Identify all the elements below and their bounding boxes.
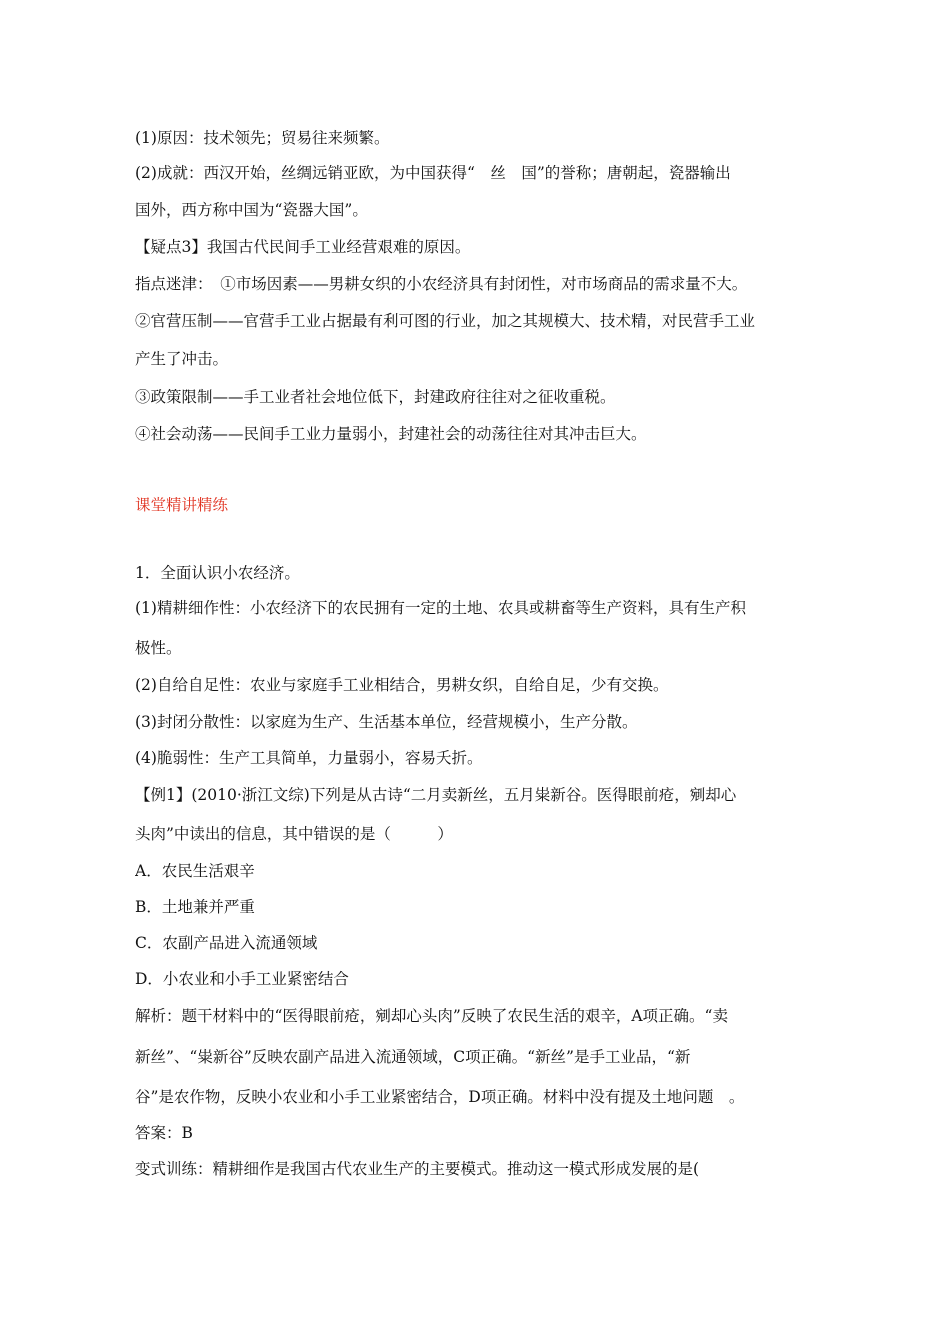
text-line: 极性。 xyxy=(135,639,182,657)
text-line: (1)原因：技术领先；贸易往来频繁。 xyxy=(135,129,390,147)
text-line: (3)封闭分散性：以家庭为生产、生活基本单位，经营规模小，生产分散。 xyxy=(135,713,638,731)
text-line: (1)精耕细作性：小农经济下的农民拥有一定的土地、农具或耕畜等生产资料，具有生产积 xyxy=(135,599,746,617)
text-line: (4)脆弱性：生产工具简单，力量弱小，容易夭折。 xyxy=(135,749,483,767)
text-line: ②官营压制——官营手工业占据最有利可图的行业，加之其规模大、技术精，对民营手工业 xyxy=(135,312,756,330)
answer-option-d: D．小农业和小手工业紧密结合 xyxy=(135,970,349,988)
analysis-line: 解析：题干材料中的“医得眼前疮，剜却心头肉”反映了农民生活的艰辛，A项正确。“卖 xyxy=(135,1007,728,1025)
text-line: (2)成就：西汉开始，丝绸远销亚欧，为中国获得“ 丝 国”的誉称；唐朝起，瓷器输出 xyxy=(135,164,731,182)
text-line: ④社会动荡——民间手工业力量弱小，封建社会的动荡往往对其冲击巨大。 xyxy=(135,425,647,443)
answer-option-c: C．农副产品进入流通领域 xyxy=(135,934,318,952)
variant-exercise: 变式训练：精耕细作是我国古代农业生产的主要模式。推动这一模式形成发展的是( xyxy=(135,1160,700,1178)
text-line: 头肉”中读出的信息，其中错误的是（ ） xyxy=(135,825,453,843)
doubt-point-heading: 【疑点3】我国古代民间手工业经营艰难的原因。 xyxy=(135,238,471,256)
section-heading: 课堂精讲精练 xyxy=(135,496,229,514)
answer-line: 答案：B xyxy=(135,1124,193,1142)
answer-option-a: A．农民生活艰辛 xyxy=(135,862,255,880)
analysis-line: 新丝”、“粜新谷”反映农副产品进入流通领域，C项正确。“新丝”是手工业品，“新 xyxy=(135,1048,691,1066)
text-line: 指点迷津： ①市场因素——男耕女织的小农经济具有封闭性，对市场商品的需求量不大。 xyxy=(135,275,748,293)
text-line: 国外，西方称中国为“瓷器大国”。 xyxy=(135,201,368,219)
text-line: 1．全面认识小农经济。 xyxy=(135,564,300,582)
text-line: ③政策限制——手工业者社会地位低下，封建政府往往对之征收重税。 xyxy=(135,388,616,406)
text-line: (2)自给自足性：农业与家庭手工业相结合，男耕女织，自给自足，少有交换。 xyxy=(135,676,669,694)
analysis-line: 谷”是农作物，反映小农业和小手工业紧密结合，D项正确。材料中没有提及土地问题 。 xyxy=(135,1088,745,1106)
answer-option-b: B．土地兼并严重 xyxy=(135,898,255,916)
text-line: 产生了冲击。 xyxy=(135,350,229,368)
example-question: 【例1】(2010·浙江文综)下列是从古诗“二月卖新丝，五月粜新谷。医得眼前疮，剜却心 xyxy=(135,786,737,804)
